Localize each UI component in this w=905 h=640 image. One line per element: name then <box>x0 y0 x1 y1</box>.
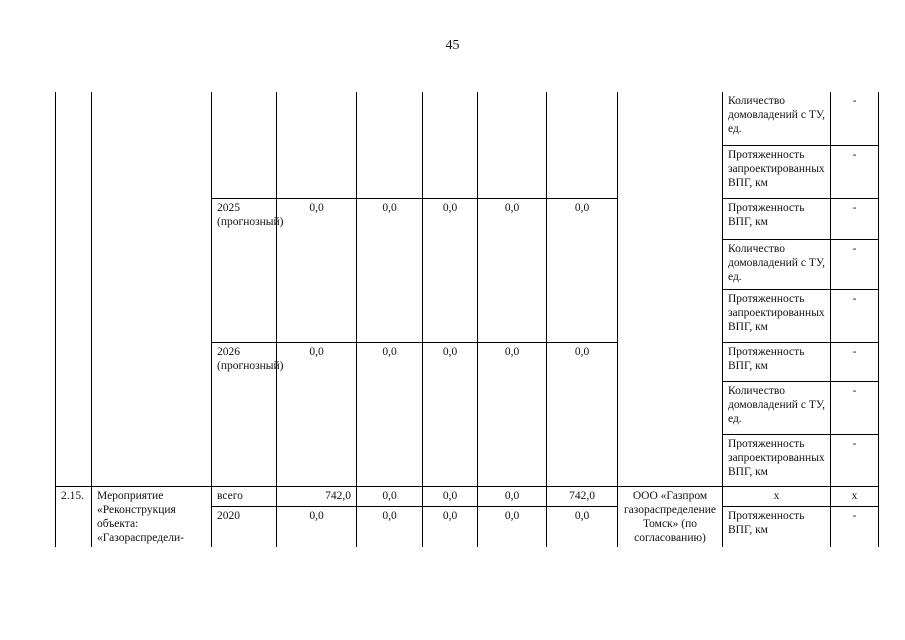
period-cell <box>212 92 277 198</box>
indicator-value: х <box>831 486 879 506</box>
value-cell: 0,0 <box>357 486 423 506</box>
period-cell: 2020 <box>212 506 277 547</box>
indicator-cell: Протяженность запроектированных ВПГ, км <box>723 289 831 342</box>
indicator-cell: Протяженность ВПГ, км <box>723 342 831 381</box>
indicator-cell: Протяженность запроектированных ВПГ, км <box>723 145 831 198</box>
indicator-value: - <box>831 198 879 239</box>
indicator-value: - <box>831 289 879 342</box>
indicator-value: - <box>831 434 879 486</box>
table-row <box>56 92 879 145</box>
value-cell: 0,0 <box>423 342 478 486</box>
indicator-cell: Протяженность ВПГ, км <box>723 198 831 239</box>
value-cell: 0,0 <box>277 198 357 342</box>
budget-table <box>55 92 879 547</box>
indicator-cell: х <box>723 486 831 506</box>
value-cell: 0,0 <box>547 506 618 547</box>
period-cell: всего <box>212 486 277 506</box>
value-cell <box>478 92 547 198</box>
number-cell: 2.15. <box>56 486 92 547</box>
executor-cell <box>618 92 723 486</box>
value-cell: 0,0 <box>423 198 478 342</box>
indicator-cell: Протяженность ВПГ, км <box>723 506 831 547</box>
indicator-value: - <box>831 342 879 381</box>
value-cell: 0,0 <box>357 342 423 486</box>
value-cell: 0,0 <box>423 486 478 506</box>
page-number: 45 <box>445 38 460 53</box>
indicator-value: - <box>831 92 879 145</box>
value-cell: 742,0 <box>277 486 357 506</box>
name-cell <box>92 92 212 486</box>
value-cell: 0,0 <box>478 198 547 342</box>
number-cell <box>56 92 92 486</box>
value-cell <box>423 92 478 198</box>
value-cell <box>277 92 357 198</box>
value-cell <box>357 92 423 198</box>
indicator-value: - <box>831 506 879 547</box>
table-row <box>56 486 879 506</box>
value-cell: 742,0 <box>547 486 618 506</box>
value-cell: 0,0 <box>277 506 357 547</box>
indicator-value: - <box>831 239 879 289</box>
period-cell: 2025 (прогнозный) <box>212 198 277 342</box>
value-cell: 0,0 <box>547 342 618 486</box>
indicator-value: - <box>831 145 879 198</box>
indicator-cell: Количество домовладений с ТУ, ед. <box>723 239 831 289</box>
value-cell: 0,0 <box>478 506 547 547</box>
value-cell: 0,0 <box>357 506 423 547</box>
value-cell <box>547 92 618 198</box>
indicator-value: - <box>831 381 879 434</box>
period-cell: 2026 (прогнозный) <box>212 342 277 486</box>
value-cell: 0,0 <box>423 506 478 547</box>
indicator-cell: Количество домовладений с ТУ, ед. <box>723 92 831 145</box>
value-cell: 0,0 <box>547 198 618 342</box>
value-cell: 0,0 <box>478 342 547 486</box>
indicator-cell: Количество домовладений с ТУ, ед. <box>723 381 831 434</box>
value-cell: 0,0 <box>478 486 547 506</box>
name-cell: Мероприятие «Реконструкция объекта: «Газораспредели- <box>92 486 212 547</box>
indicator-cell: Протяженность запроектированных ВПГ, км <box>723 434 831 486</box>
value-cell: 0,0 <box>277 342 357 486</box>
executor-cell: ООО «Газпром газораспределение Томск» (по согласованию) <box>618 486 723 547</box>
value-cell: 0,0 <box>357 198 423 342</box>
